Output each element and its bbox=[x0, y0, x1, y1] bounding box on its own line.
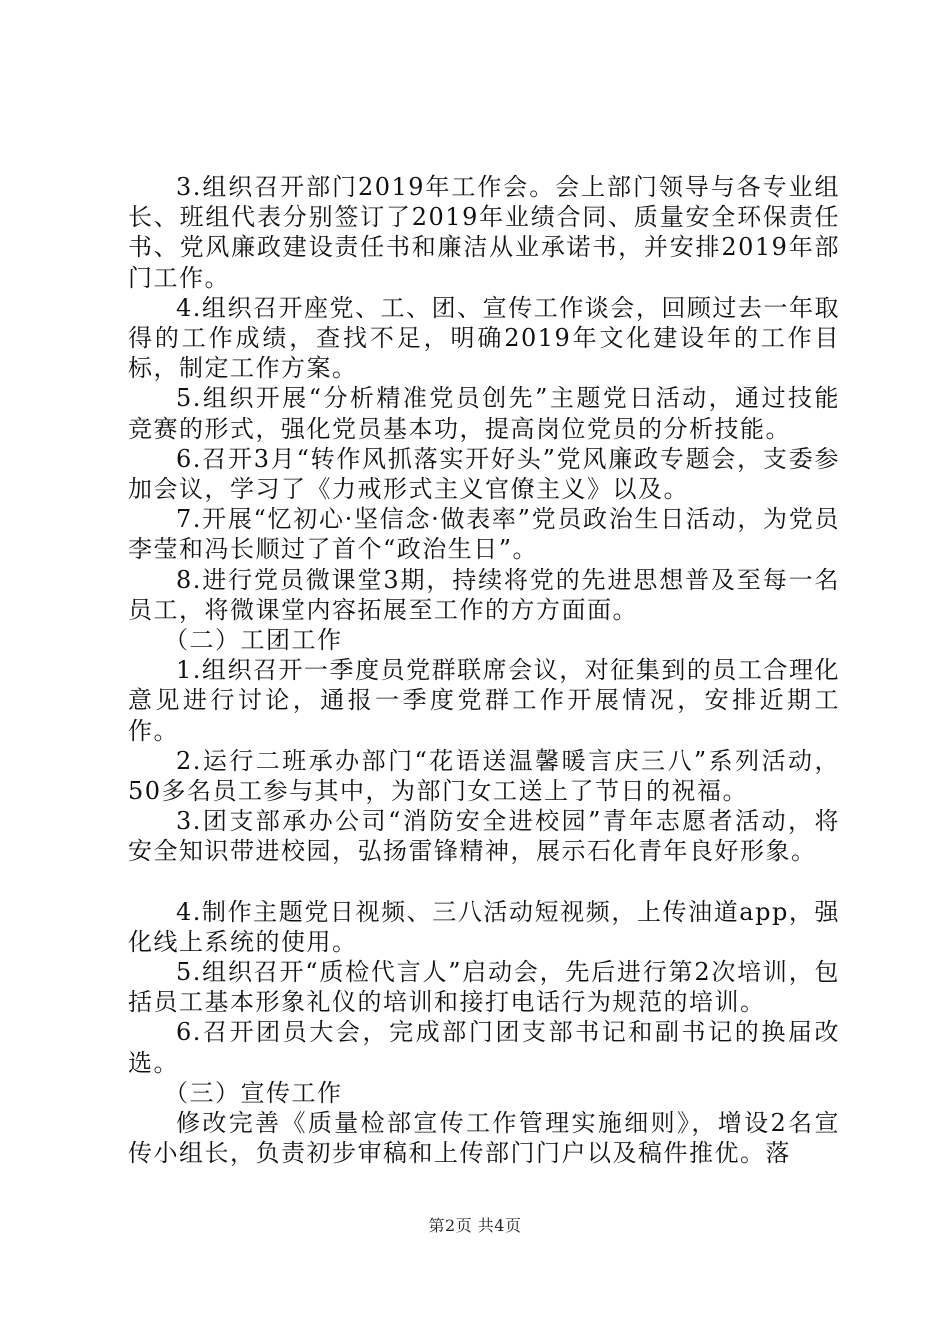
document-body bbox=[128, 172, 840, 1169]
paragraph-item-6: 6.召开3月“转作风抓落实开好头”党风廉政专题会，支委参加会议，学习了《力戒形式主义官僚主义》以及。 bbox=[128, 444, 840, 504]
page-footer: 第2页 共4页 bbox=[428, 1216, 522, 1235]
paragraph-item-3: 3.组织召开部门2019年工作会。会上部门领导与各专业组长、班组代表分别签订了2019年业绩合同、质量安全环保责任书、党风廉政建设责任书和廉洁从业承诺书，并安排2019年部门工作。 bbox=[128, 173, 840, 292]
paragraph-item-4: 4.组织召开座党、工、团、宣传工作谈会，回顾过去一年取得的工作成绩，查找不足，明确2019年文化建设年的工作目标，制定工作方案。 bbox=[128, 293, 840, 383]
paragraph-item-union-1: 1.组织召开一季度员党群联席会议，对征集到的员工合理化意见进行讨论，通报一季度党群工作开展情况，安排近期工作。 bbox=[128, 656, 840, 745]
paragraph-item-7: 7.开展“忆初心·坚信念·做表率”党员政治生日活动，为党员李莹和冯长顺过了首个“政治生日”。 bbox=[128, 505, 840, 564]
paragraph-item-union-6: 6.召开团员大会，完成部门团支部书记和副书记的换届改选。 bbox=[128, 1018, 840, 1077]
paragraph-item-union-2: 2.运行二班承办部门“花语送温馨暖言庆三八”系列活动，50多名员工参与其中，为部门女工送上了节日的祝福。 bbox=[128, 746, 840, 806]
paragraph-publicity: 修改完善《质量检部宣传工作管理实施细则》，增设2名宣传小组长，负责初步审稿和上传部门门户以及稿件推优。落 bbox=[128, 1109, 840, 1168]
paragraph-item-union-5: 5.组织召开“质检代言人”启动会，先后进行第2次培训，包括员工基本形象礼仪的培训和接打电话行为规范的培训。 bbox=[128, 958, 840, 1017]
section-heading-publicity: （三）宣传工作 bbox=[164, 1078, 343, 1107]
paragraph-item-union-3: 3.团支部承办公司“消防安全进校园”青年志愿者活动，将安全知识带进校园，弘扬雷锋精神，展示石化青年良好形象。 bbox=[128, 807, 840, 866]
paragraph-item-union-4: 4.制作主题党日视频、三八活动短视频，上传油道app，强化线上系统的使用。 bbox=[128, 897, 840, 956]
paragraph-item-5: 5.组织开展“分析精准党员创先”主题党日活动，通过技能竞赛的形式，强化党员基本功，提高岗位党员的分析技能。 bbox=[128, 384, 840, 443]
paragraph-item-8: 8.进行党员微课堂3期，持续将党的先进思想普及至每一名员工，将微课堂内容拓展至工作的方方面面。 bbox=[128, 565, 840, 624]
section-heading-union-league: （二）工团工作 bbox=[164, 626, 343, 655]
